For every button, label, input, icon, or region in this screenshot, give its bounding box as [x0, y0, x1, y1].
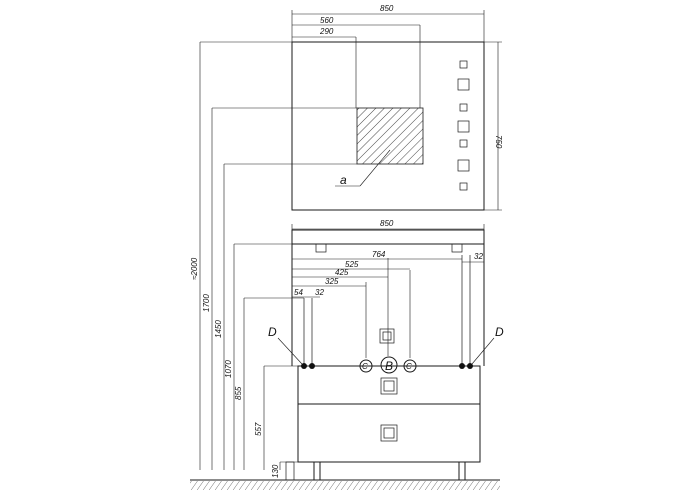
cabinet-525-label: 525	[345, 260, 359, 269]
drawer-handle-bottom	[381, 425, 397, 441]
leg-left	[314, 462, 320, 480]
connector-dot	[459, 363, 465, 369]
mirror-width-label: 850	[380, 4, 394, 13]
connector-dot	[309, 363, 315, 369]
height-130-label: 130	[271, 464, 280, 478]
connector-d-left-label: D	[268, 325, 277, 339]
hatched-area	[357, 108, 423, 164]
cabinet-325-label: 325	[325, 277, 339, 286]
cabinet-425-label: 425	[335, 268, 349, 277]
upper-handle	[380, 329, 394, 343]
height-1450-label: 1450	[214, 320, 223, 338]
water-connections	[268, 255, 504, 373]
height-1070-label: 1070	[224, 360, 233, 378]
vanity-cabinet	[286, 230, 484, 480]
connector-d-right-label: D	[495, 325, 504, 339]
floor-line	[190, 480, 500, 490]
height-855-label: 855	[234, 386, 243, 400]
outlet-c-left-label: C	[362, 362, 368, 371]
mirror-height-label: 750	[494, 135, 503, 149]
height-557-label: 557	[254, 422, 263, 436]
cabinet-32-right-label: 32	[474, 252, 483, 261]
cabinet-width-label: 850	[380, 219, 394, 228]
mirror-290-label: 290	[320, 27, 334, 36]
mirror-dimensions	[292, 4, 503, 210]
cabinet-54-label: 54	[294, 288, 303, 297]
outlet-b-label: B	[385, 359, 394, 373]
cabinet-32-left-label: 32	[315, 288, 324, 297]
leg-right	[459, 462, 465, 480]
mirror-panel	[292, 42, 484, 210]
height-dimensions	[190, 42, 357, 478]
outlet-c-right-label: C	[406, 362, 412, 371]
mirror-decor-squares	[458, 61, 469, 190]
height-2000-label: ≈2000	[190, 257, 199, 280]
mirror-560-label: 560	[320, 16, 334, 25]
cabinet-764-label: 764	[372, 250, 386, 259]
area-label-a: a	[340, 173, 347, 187]
height-1700-label: 1700	[202, 294, 211, 312]
drawer-handle-top	[381, 378, 397, 394]
